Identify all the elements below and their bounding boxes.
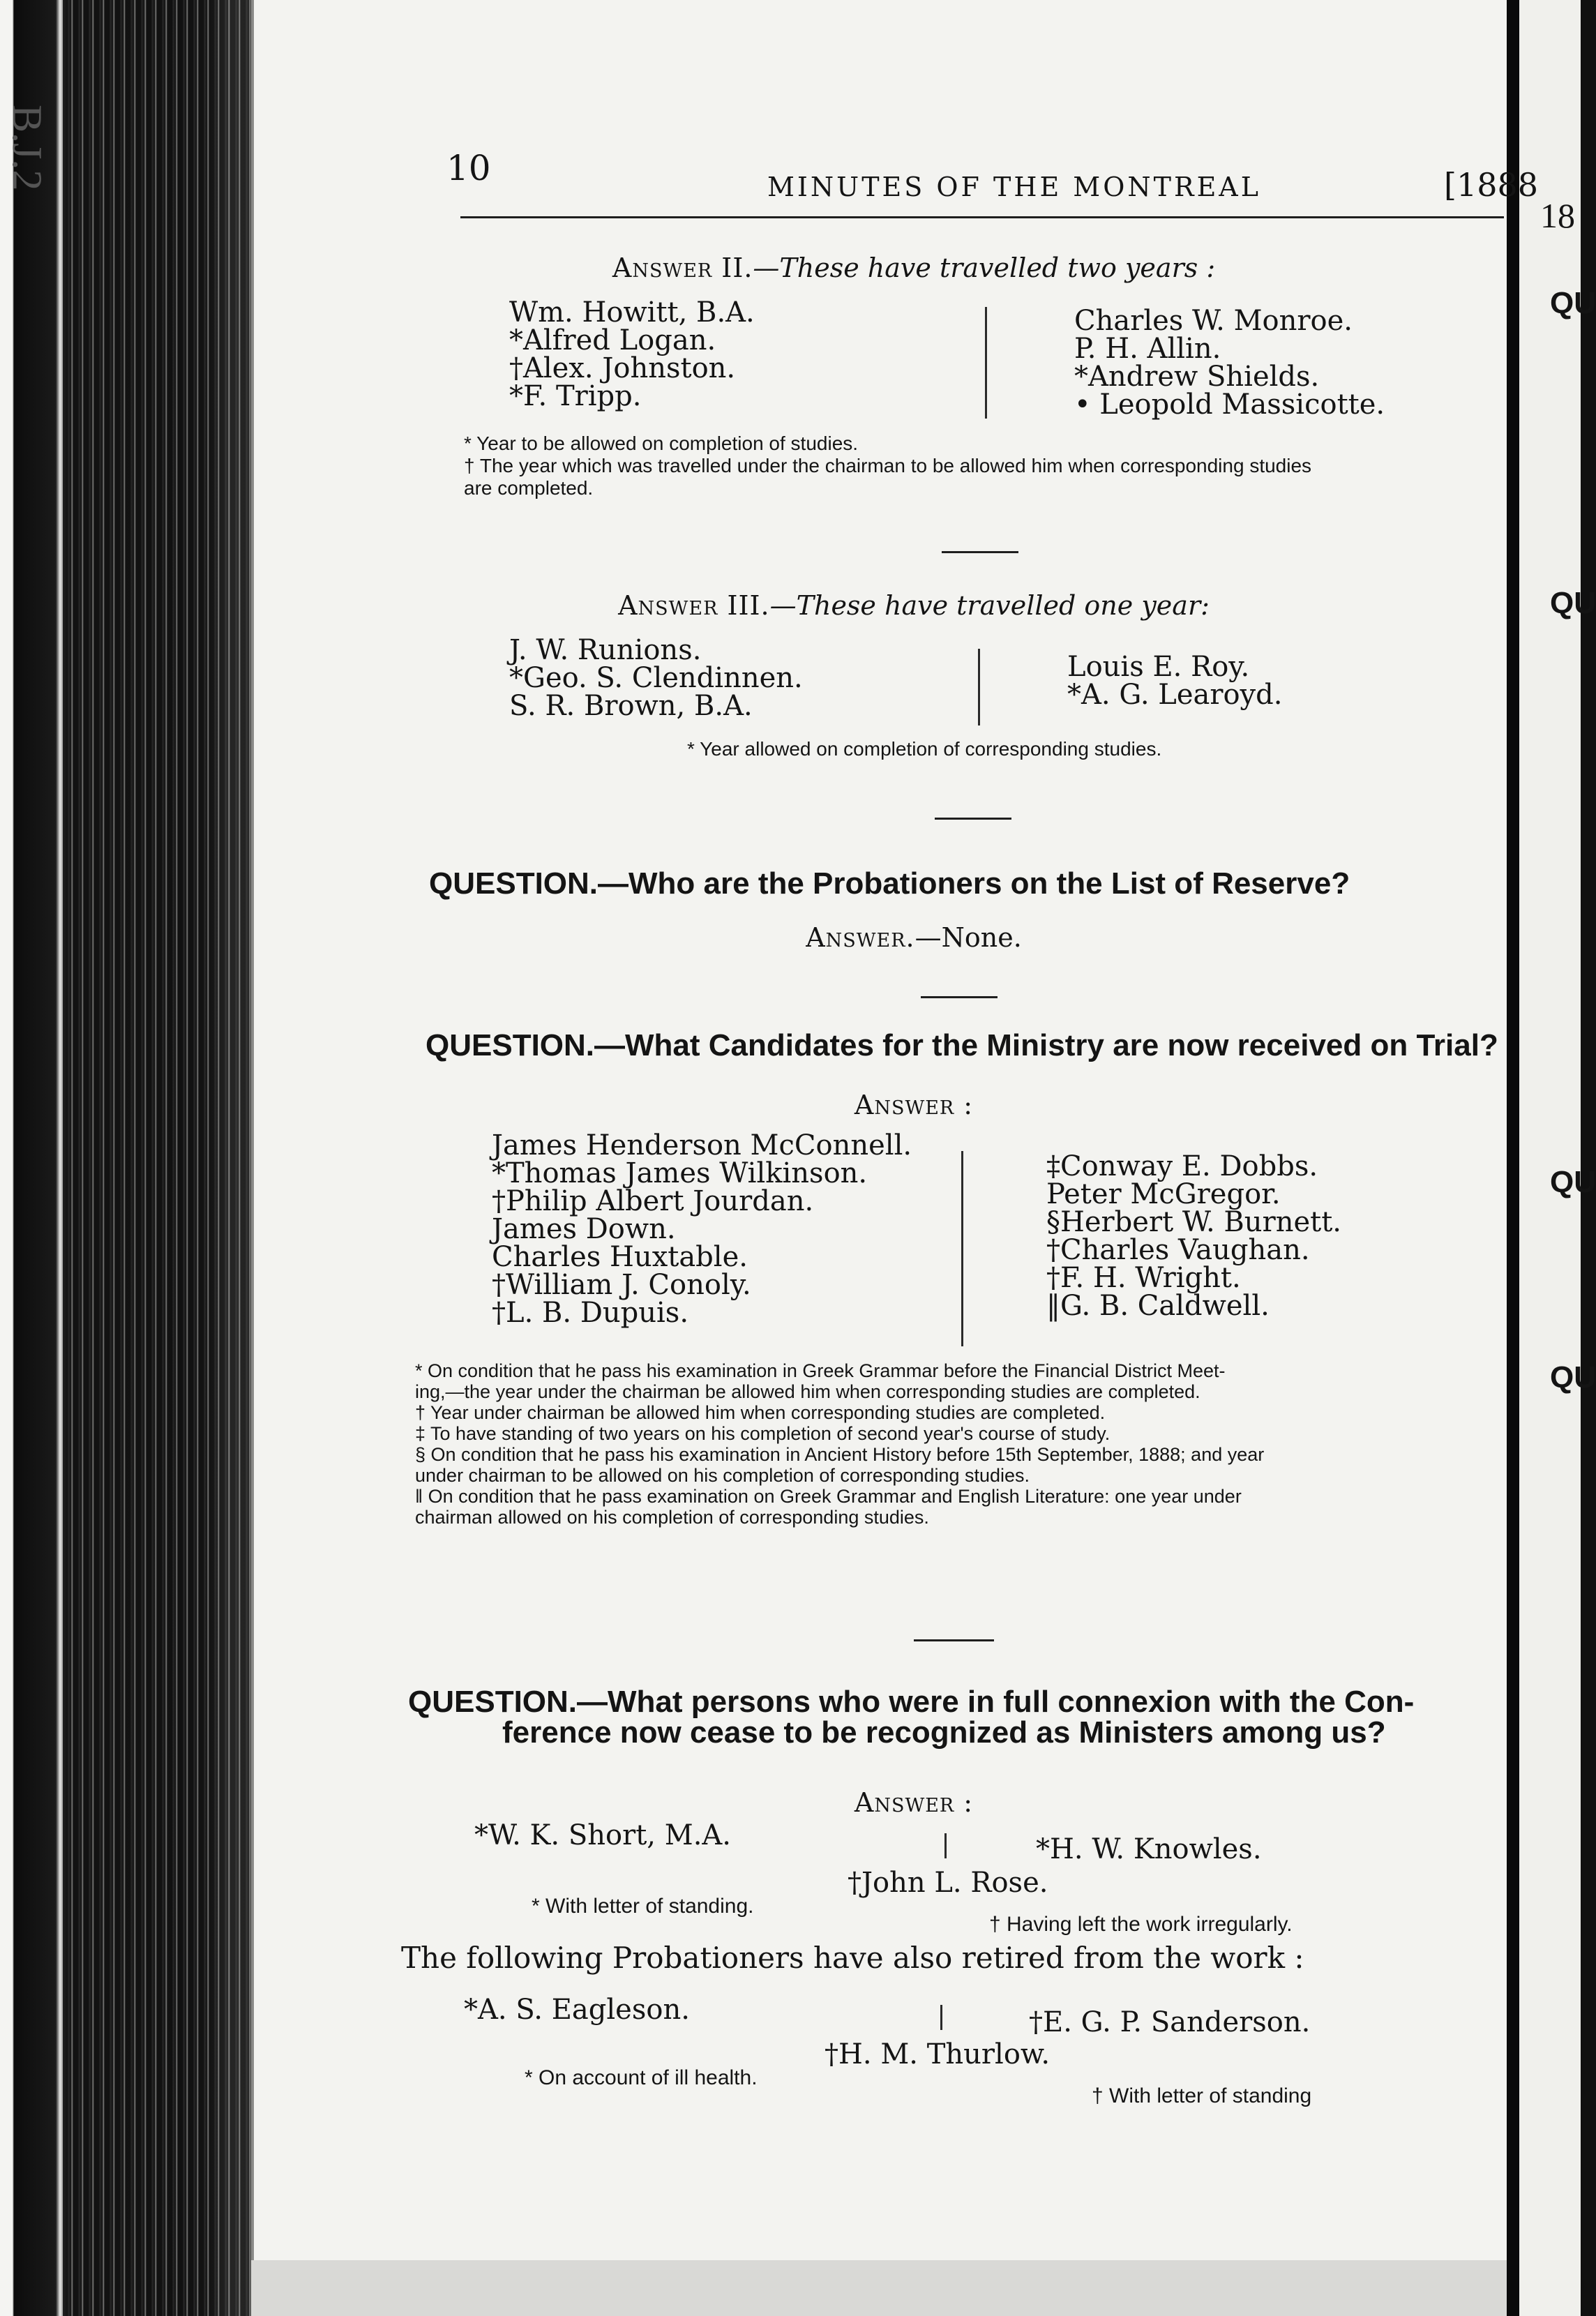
page-header <box>446 140 1539 204</box>
list-item: *A. G. Learoyd. <box>1067 679 1283 711</box>
year-fragment: [1888 <box>1444 166 1539 204</box>
answer-3-heading <box>391 590 1437 621</box>
footnote: † Year under chairman be allowed him when corresponding studies are completed. <box>415 1402 1106 1423</box>
list-item: Charles Huxtable. <box>492 1241 748 1273</box>
list-item: Wm. Howitt, B.A. <box>509 296 755 329</box>
answer-3-footnote: * Year allowed on completion of corresponding studies. <box>687 738 1162 760</box>
footnote: ‡ To have standing of two years on his completion of second year's course of study. <box>415 1423 1111 1444</box>
footnote: * On condition that he pass his examination in Greek Grammar before the Financial District Meet- <box>415 1360 1226 1381</box>
list-item: †William J. Conoly. <box>492 1269 751 1301</box>
cease-footnote-left: * With letter of standing. <box>532 1895 754 1918</box>
page-number: 10 <box>446 148 491 188</box>
list-item: James Down. <box>492 1213 676 1245</box>
cease-right-name: *H. W. Knowles. <box>1036 1833 1262 1865</box>
running-head: MINUTES OF THE MONTREAL <box>767 172 1261 202</box>
retired-left-name: *A. S. Eagleson. <box>464 1994 690 2026</box>
list-item: P. H. Allin. <box>1074 333 1221 365</box>
question-reserve: QUESTION.—Who are the Probationers on the List of Reserve? <box>429 866 1350 901</box>
footnote: under chairman to be allowed on his completion of corresponding studies. <box>415 1465 1030 1486</box>
question-line: ference now cease to be recognized as Ministers among us? <box>502 1715 1386 1750</box>
answer-2-text: —These have travelled two years : <box>753 253 1216 283</box>
header-rule <box>460 216 1504 218</box>
list-item: †L. B. Dupuis. <box>492 1297 689 1329</box>
trial-right-list <box>1046 1152 1341 1320</box>
answer-reserve <box>391 922 1437 953</box>
question-line: QUESTION.—What persons who were in full connexion with the Con- <box>408 1685 1415 1719</box>
answer-2-right-list <box>1074 307 1385 419</box>
page-stack-edges <box>63 0 251 2316</box>
column-divider <box>961 1151 963 1346</box>
cease-footnote-right: † Having left the work irregularly. <box>989 1913 1293 1936</box>
cease-left-name: *W. K. Short, M.A. <box>474 1819 732 1851</box>
footnote: † The year which was travelled under the chairman to be allowed him when corresponding studies <box>464 455 1312 476</box>
facing-question-label: QU <box>1550 286 1596 320</box>
footnote: chairman allowed on his completion of corresponding studies. <box>415 1507 929 1528</box>
list-item: *Andrew Shields. <box>1074 361 1320 393</box>
list-item: †Alex. Johnston. <box>509 352 736 384</box>
answer-3-left-list <box>509 636 803 720</box>
answer-label: Answer. <box>806 922 915 953</box>
list-item: †Charles Vaughan. <box>1046 1234 1310 1266</box>
list-item: Louis E. Roy. <box>1067 651 1250 683</box>
list-item: J. W. Runions. <box>509 634 702 666</box>
facing-question-label: QU <box>1550 586 1596 620</box>
facing-page-number: 18 <box>1540 196 1575 235</box>
list-item: *Thomas James Wilkinson. <box>492 1157 868 1189</box>
answer-cease-label: Answer : <box>854 1787 974 1818</box>
footnote: * Year to be allowed on completion of studies. <box>464 433 859 454</box>
retired-footnote-left: * On account of ill health. <box>525 2066 758 2089</box>
list-item: *Geo. S. Clendinnen. <box>509 662 803 694</box>
list-item: †F. H. Wright. <box>1046 1262 1241 1294</box>
list-item: Peter McGregor. <box>1046 1178 1281 1210</box>
trial-left-list <box>492 1131 912 1327</box>
section-separator <box>942 551 1018 553</box>
cease-center-name: †John L. Rose. <box>848 1867 1048 1899</box>
list-item: §Herbert W. Burnett. <box>1046 1206 1341 1238</box>
question-trial: QUESTION.—What Candidates for the Ministry are now received on Trial? <box>426 1028 1498 1062</box>
answer-3-text: —These have travelled one year: <box>769 590 1210 621</box>
list-item: *Alfred Logan. <box>509 324 716 356</box>
column-divider <box>985 307 987 419</box>
retired-intro: The following Probationers have also retired from the work : <box>401 1941 1304 1975</box>
facing-page-fragment <box>1507 0 1596 2316</box>
answer-2-left-list <box>509 296 755 412</box>
facing-question-label: QU <box>1550 1360 1596 1394</box>
page-bottom-edge <box>251 2260 1507 2316</box>
footnote: are completed. <box>464 477 594 499</box>
section-separator <box>921 996 998 998</box>
column-divider <box>940 2005 942 2030</box>
footnote: § On condition that he pass his examination in Ancient History before 15th September, 1888; and year <box>415 1444 1265 1465</box>
trial-footnotes <box>415 1360 1264 1528</box>
retired-footnote-right: † With letter of standing <box>1092 2084 1312 2107</box>
list-item: • Leopold Massicotte. <box>1074 389 1385 421</box>
answer-trial-label: Answer : <box>854 1090 974 1120</box>
answer-2-heading <box>391 253 1437 283</box>
margin-handwriting: B.J.2 <box>4 105 50 191</box>
list-item: James Henderson McConnell. <box>492 1129 912 1161</box>
list-item: S. R. Brown, B.A. <box>509 690 753 722</box>
footnote: ‖ On condition that he pass examination on Greek Grammar and English Literature: one year under <box>415 1486 1242 1507</box>
list-item: Charles W. Monroe. <box>1074 305 1353 337</box>
retired-center-name: †H. M. Thurlow. <box>825 2038 1051 2070</box>
answer-2-footnotes <box>464 433 1311 499</box>
section-separator <box>935 818 1011 820</box>
column-divider <box>944 1833 947 1858</box>
retired-right-name: †E. G. P. Sanderson. <box>1029 2006 1311 2038</box>
list-item: †Philip Albert Jourdan. <box>492 1185 814 1217</box>
section-separator <box>914 1639 994 1641</box>
list-item: ‖G. B. Caldwell. <box>1046 1290 1270 1322</box>
answer-3-right-list <box>1067 653 1282 709</box>
question-cease <box>408 1687 1414 1748</box>
answer-text: —None. <box>914 922 1022 953</box>
answer-3-label: Answer III. <box>618 590 770 621</box>
facing-question-label: QU <box>1550 1165 1596 1199</box>
list-item: ‡Conway E. Dobbs. <box>1046 1150 1318 1182</box>
list-item: *F. Tripp. <box>509 380 642 412</box>
answer-2-label: Answer II. <box>612 253 753 283</box>
column-divider <box>978 649 980 725</box>
footnote: ing,—the year under the chairman be allowed him when corresponding studies are completed. <box>415 1381 1200 1402</box>
